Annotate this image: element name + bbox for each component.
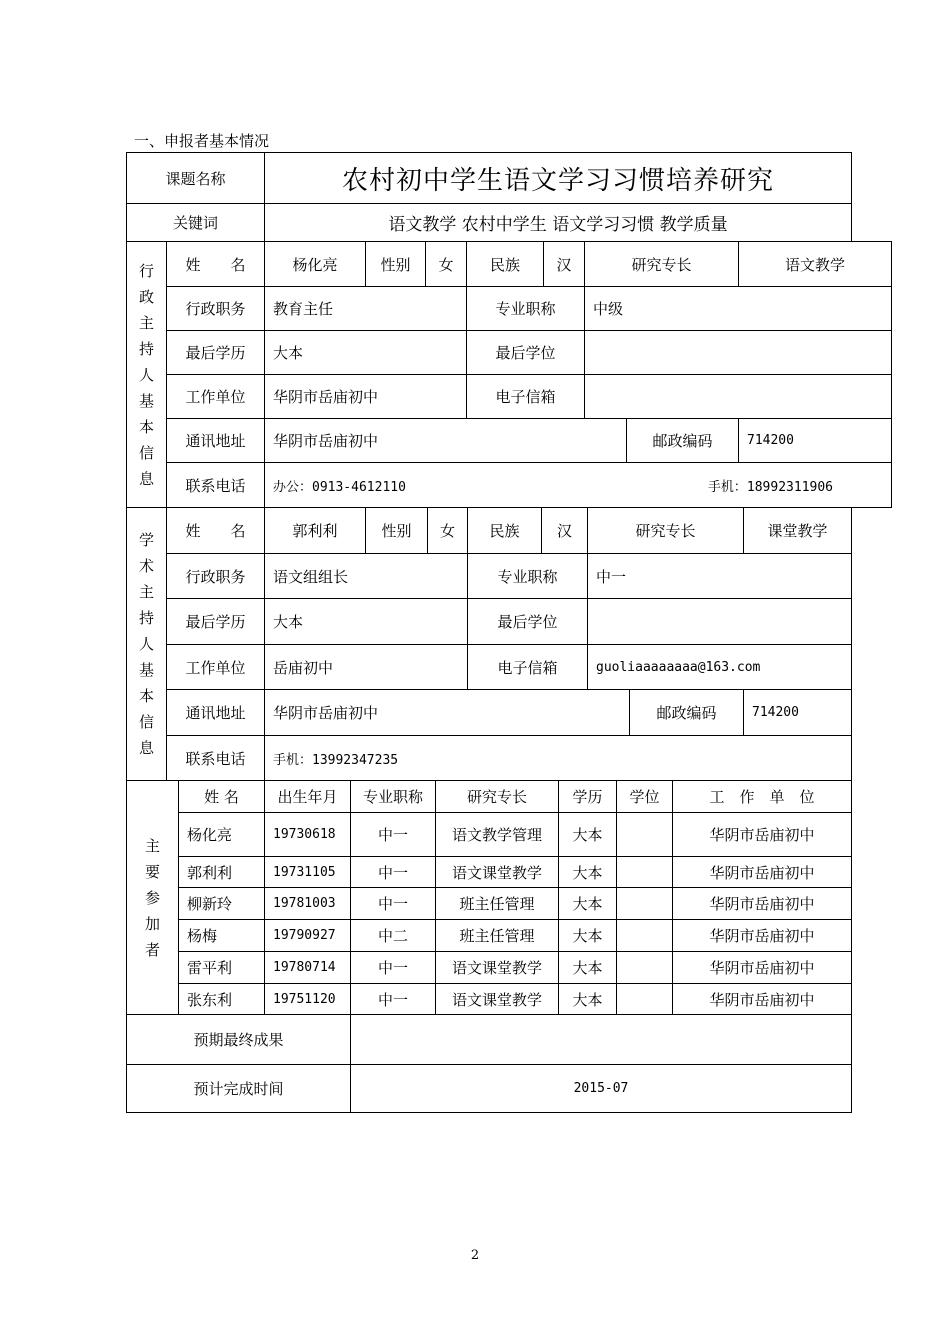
participant-degree <box>617 857 673 888</box>
participant-birth: 19781003 <box>265 888 351 920</box>
participant-specialty: 语文教学管理 <box>436 813 559 857</box>
admin-title: 中级 <box>585 287 892 331</box>
col-header-name: 姓 名 <box>179 781 265 813</box>
participant-employer: 华阴市岳庙初中 <box>673 857 852 888</box>
table-row <box>127 813 852 857</box>
participant-employer: 华阴市岳庙初中 <box>673 888 852 920</box>
academic-gender: 女 <box>428 508 468 554</box>
admin-host-table <box>126 241 892 508</box>
participant-title: 中一 <box>351 857 436 888</box>
participant-birth: 19790927 <box>265 920 351 952</box>
admin-education-label: 最后学历 <box>167 331 265 375</box>
admin-title-label: 专业职称 <box>467 287 585 331</box>
participant-name: 杨化亮 <box>179 813 265 857</box>
participant-education: 大本 <box>559 857 617 888</box>
participant-education: 大本 <box>559 813 617 857</box>
academic-phone-label: 联系电话 <box>167 736 265 781</box>
admin-post-label: 行政职务 <box>167 287 265 331</box>
participant-degree <box>617 888 673 920</box>
table-row <box>127 952 852 984</box>
section-title: 一、申报者基本情况 <box>134 132 270 150</box>
academic-specialty-label: 研究专长 <box>588 508 744 554</box>
academic-post-label: 行政职务 <box>167 554 265 599</box>
table-row <box>127 857 852 888</box>
admin-post: 教育主任 <box>265 287 467 331</box>
participant-birth: 19731105 <box>265 857 351 888</box>
participant-name: 张东利 <box>179 984 265 1015</box>
keywords-value: 语文教学 农村中学生 语文学习习惯 教学质量 <box>265 204 852 242</box>
admin-employer-label: 工作单位 <box>167 375 265 419</box>
admin-employer: 华阴市岳庙初中 <box>265 375 467 419</box>
col-header-degree: 学位 <box>617 781 673 813</box>
participant-employer: 华阴市岳庙初中 <box>673 984 852 1015</box>
participant-employer: 华阴市岳庙初中 <box>673 813 852 857</box>
participants-side-label: 主 要 参 加 者 <box>127 781 179 1015</box>
participant-specialty: 班主任管理 <box>436 888 559 920</box>
participant-degree <box>617 813 673 857</box>
admin-degree <box>585 331 892 375</box>
topic-value: 农村初中学生语文学习习惯培养研究 <box>265 153 852 204</box>
admin-email <box>585 375 892 419</box>
participant-title: 中一 <box>351 888 436 920</box>
participant-name: 郭利利 <box>179 857 265 888</box>
participant-specialty: 语文课堂教学 <box>436 952 559 984</box>
admin-host-side-label: 行 政 主 持 人 基 本 信 息 <box>127 242 167 508</box>
admin-email-label: 电子信箱 <box>467 375 585 419</box>
completion-value: 2015-07 <box>351 1065 852 1113</box>
admin-phone-cell <box>265 463 892 508</box>
academic-title: 中一 <box>588 554 852 599</box>
academic-employer-label: 工作单位 <box>167 645 265 690</box>
academic-name-label: 姓 名 <box>167 508 265 554</box>
admin-postcode: 714200 <box>739 419 892 463</box>
academic-postcode-label: 邮政编码 <box>630 690 744 736</box>
academic-ethnicity: 汉 <box>542 508 588 554</box>
participant-birth: 19730618 <box>265 813 351 857</box>
participant-title: 中一 <box>351 984 436 1015</box>
academic-mobile: 手机：13992347235 <box>265 736 852 781</box>
participant-birth: 19751120 <box>265 984 351 1015</box>
academic-title-label: 专业职称 <box>468 554 588 599</box>
academic-employer: 岳庙初中 <box>265 645 468 690</box>
participant-title: 中一 <box>351 952 436 984</box>
academic-address: 华阴市岳庙初中 <box>265 690 630 736</box>
participant-specialty: 语文课堂教学 <box>436 984 559 1015</box>
admin-office-phone: 办公：0913-4612110 <box>273 479 406 495</box>
academic-email-label: 电子信箱 <box>468 645 588 690</box>
academic-degree <box>588 599 852 645</box>
participant-education: 大本 <box>559 952 617 984</box>
academic-degree-label: 最后学位 <box>468 599 588 645</box>
participant-name: 雷平利 <box>179 952 265 984</box>
col-header-title: 专业职称 <box>351 781 436 813</box>
academic-address-label: 通讯地址 <box>167 690 265 736</box>
academic-name: 郭利利 <box>265 508 366 554</box>
academic-host-table <box>126 507 852 781</box>
admin-specialty: 语文教学 <box>739 242 892 287</box>
academic-gender-label: 性别 <box>366 508 428 554</box>
admin-postcode-label: 邮政编码 <box>627 419 739 463</box>
col-header-employer: 工 作 单 位 <box>673 781 852 813</box>
completion-label: 预计完成时间 <box>127 1065 351 1113</box>
admin-address-label: 通讯地址 <box>167 419 265 463</box>
admin-ethnicity: 汉 <box>544 242 585 287</box>
participant-education: 大本 <box>559 920 617 952</box>
participant-name: 杨梅 <box>179 920 265 952</box>
participant-degree <box>617 952 673 984</box>
academic-education-label: 最后学历 <box>167 599 265 645</box>
participant-title: 中二 <box>351 920 436 952</box>
academic-education: 大本 <box>265 599 468 645</box>
participants-table <box>126 780 852 1113</box>
keywords-label: 关键词 <box>127 204 265 242</box>
admin-gender: 女 <box>426 242 467 287</box>
table-row <box>127 888 852 920</box>
admin-name: 杨化亮 <box>265 242 366 287</box>
participant-specialty: 班主任管理 <box>436 920 559 952</box>
admin-phone-label: 联系电话 <box>167 463 265 508</box>
admin-education: 大本 <box>265 331 467 375</box>
academic-postcode: 714200 <box>744 690 852 736</box>
academic-specialty: 课堂教学 <box>744 508 852 554</box>
admin-address: 华阴市岳庙初中 <box>265 419 627 463</box>
participant-degree <box>617 984 673 1015</box>
academic-email: guoliaaaaaaaa@163.com <box>588 645 852 690</box>
academic-ethnicity-label: 民族 <box>468 508 542 554</box>
participant-employer: 华阴市岳庙初中 <box>673 952 852 984</box>
academic-host-side-label: 学 术 主 持 人 基 本 信 息 <box>127 508 167 781</box>
topic-label: 课题名称 <box>127 153 265 204</box>
participant-birth: 19780714 <box>265 952 351 984</box>
participant-education: 大本 <box>559 888 617 920</box>
expected-result-label: 预期最终成果 <box>127 1015 351 1065</box>
col-header-specialty: 研究专长 <box>436 781 559 813</box>
page-number: 2 <box>470 1248 480 1263</box>
participant-title: 中一 <box>351 813 436 857</box>
col-header-birth: 出生年月 <box>265 781 351 813</box>
admin-ethnicity-label: 民族 <box>467 242 544 287</box>
table-row <box>127 984 852 1015</box>
academic-post: 语文组组长 <box>265 554 468 599</box>
admin-gender-label: 性别 <box>366 242 426 287</box>
admin-name-label: 姓 名 <box>167 242 265 287</box>
participant-name: 柳新玲 <box>179 888 265 920</box>
admin-degree-label: 最后学位 <box>467 331 585 375</box>
participant-employer: 华阴市岳庙初中 <box>673 920 852 952</box>
admin-specialty-label: 研究专长 <box>585 242 739 287</box>
topic-table <box>126 152 852 242</box>
col-header-education: 学历 <box>559 781 617 813</box>
participant-degree <box>617 920 673 952</box>
table-row <box>127 920 852 952</box>
participant-specialty: 语文课堂教学 <box>436 857 559 888</box>
admin-mobile: 手机：18992311906 <box>707 479 833 495</box>
expected-result-value <box>351 1015 852 1065</box>
participant-education: 大本 <box>559 984 617 1015</box>
